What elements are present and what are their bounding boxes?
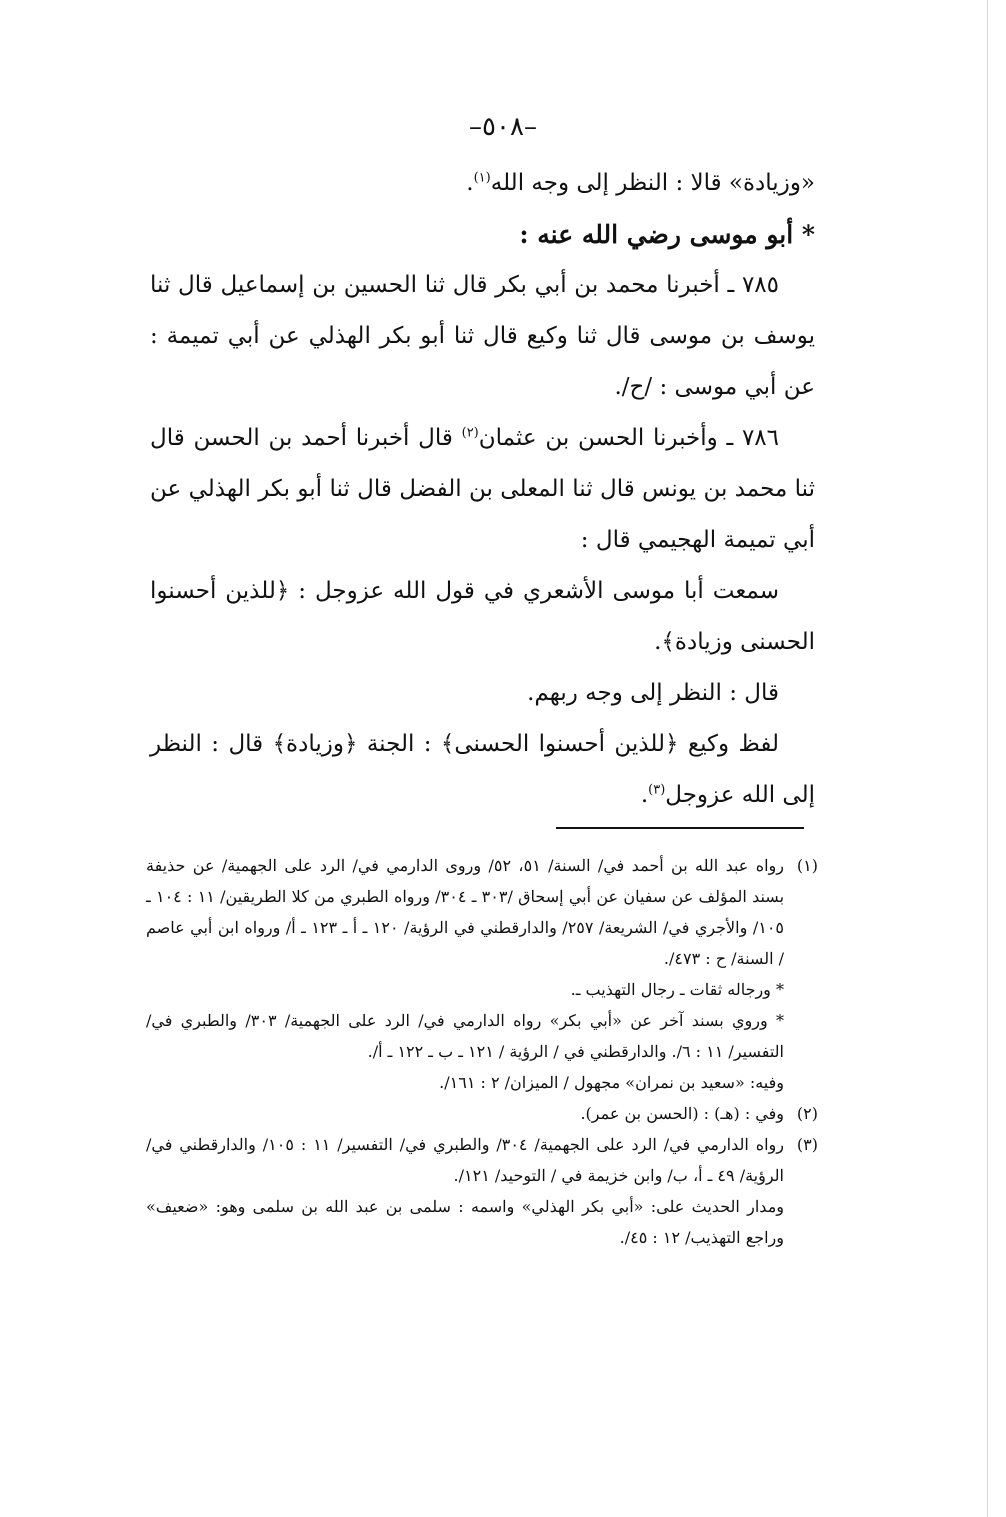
footnote-2 — [146, 1098, 818, 1129]
footnote-para: رواه عبد الله بن أحمد في/ السنة/ ٥١، ٥٢/ وروى الدارمي في/ الرد على الجهمية/ عن حذيفة بسند المؤلف عن سفيان عن أبي إسحاق /٣٠٣ ـ ٣٠٤/ ورواه الطبري من كلا الطريقين/ ١١ : ١٠٤ ـ ١٠٥/ والأجري في/ الشريعة/ ٢٥٧/ والدارقطني في الرؤية/ ١٢٠ ـ أ ـ ١٢٣ ـ أ/ ورواه ابن أبي عاصم / السنة/ ح : ٤٧٣/. — [146, 856, 785, 968]
hadith-786-start: ٧٨٦ ـ وأخبرنا الحسن بن عثمان — [478, 425, 779, 451]
footnote-para: وفي : (هـ) : (الحسن بن عمر). — [580, 1104, 784, 1123]
footnote-ref-2: (٢) — [461, 425, 479, 441]
footnote-body — [146, 1129, 784, 1253]
hadith-786-rest: قال أخبرنا أحمد بن الحسن قال ثنا محمد بن يونس قال ثنا المعلى بن الفضل قال ثنا أبو بكر الهذلي عن أبي تميمة الهجيمي قال : — [150, 425, 815, 553]
opening-line-text: «وزيادة» قالا : النظر إلى وجه الله — [490, 170, 815, 196]
footnotes — [146, 850, 818, 1253]
opening-line — [150, 158, 815, 209]
quote-paragraph: سمعت أبا موسى الأشعري في قول الله عزوجل : ﴿للذين أحسنوا الحسنى وزيادة﴾. — [150, 578, 815, 655]
footnote-body — [146, 1098, 784, 1129]
hadith-786 — [150, 413, 815, 566]
footnote-separator — [556, 827, 804, 829]
hadith-785: ٧٨٥ ـ أخبرنا محمد بن أبي بكر قال ثنا الحسين بن إسماعيل قال ثنا يوسف بن موسى قال ثنا وكيع قال ثنا أبو بكر الهذلي عن أبي تميمة : عن أبي موسى : /ح/. — [150, 272, 815, 400]
footnote-3 — [146, 1129, 818, 1253]
footnote-ref-3: (٣) — [648, 782, 666, 798]
footnote-number: (١) — [796, 856, 818, 875]
lafz-end: . — [640, 782, 649, 808]
footnote-para: وفيه: «سعيد بن نمران» مجهول / الميزان/ ٢ : ١٦١/. — [439, 1073, 784, 1092]
footnote-number: (٢) — [796, 1104, 818, 1123]
lafz-text: لفظ وكيع ﴿للذين أحسنوا الحسنى﴾ : الجنة ﴿وزيادة﴾ قال : النظر إلى الله عزوجل — [150, 731, 815, 808]
page-number: –٥٠٨– — [469, 112, 537, 142]
footnote-para: رواه الدارمي في/ الرد على الجهمية/ ٣٠٤/ والطبري في/ التفسير/ ١١ : ١٠٥/ والدارقطني في/ الرؤية/ ٤٩ ـ أ، ب/ وابن خزيمة في / التوحيد/ ١٢١/. — [146, 1135, 785, 1185]
footnote-1 — [146, 850, 818, 1098]
footnote-para: ومدار الحديث على: «أبي بكر الهذلي» واسمه : سلمى بن عبد الله بن سلمى وهو: «ضعيف» وراجع التهذيب/ ١٢ : ٤٥/. — [146, 1197, 784, 1247]
footnote-body — [146, 850, 784, 1098]
main-text — [150, 158, 815, 821]
footnote-number: (٣) — [796, 1135, 818, 1154]
footnote-para: * وروي بسند آخر عن «أبي بكر» رواه الدارمي في/ الرد على الجهمية/ ٣٠٣/ والطبري في/ التفسير/ ١١ : ٦/. والدارقطني في / الرؤية / ١٢١ ـ ب ـ ١٢٢ ـ أ/. — [146, 1011, 784, 1061]
section-heading: * أبو موسى رضي الله عنه : — [519, 220, 815, 249]
footnote-ref-1: (١) — [473, 170, 491, 186]
lafz-paragraph — [150, 719, 815, 821]
opening-line-end: . — [466, 170, 474, 196]
nazar-paragraph: قال : النظر إلى وجه ربهم. — [527, 680, 779, 706]
footnote-para: * ورجاله ثقات ـ رجال التهذيب ـ. — [570, 980, 784, 999]
